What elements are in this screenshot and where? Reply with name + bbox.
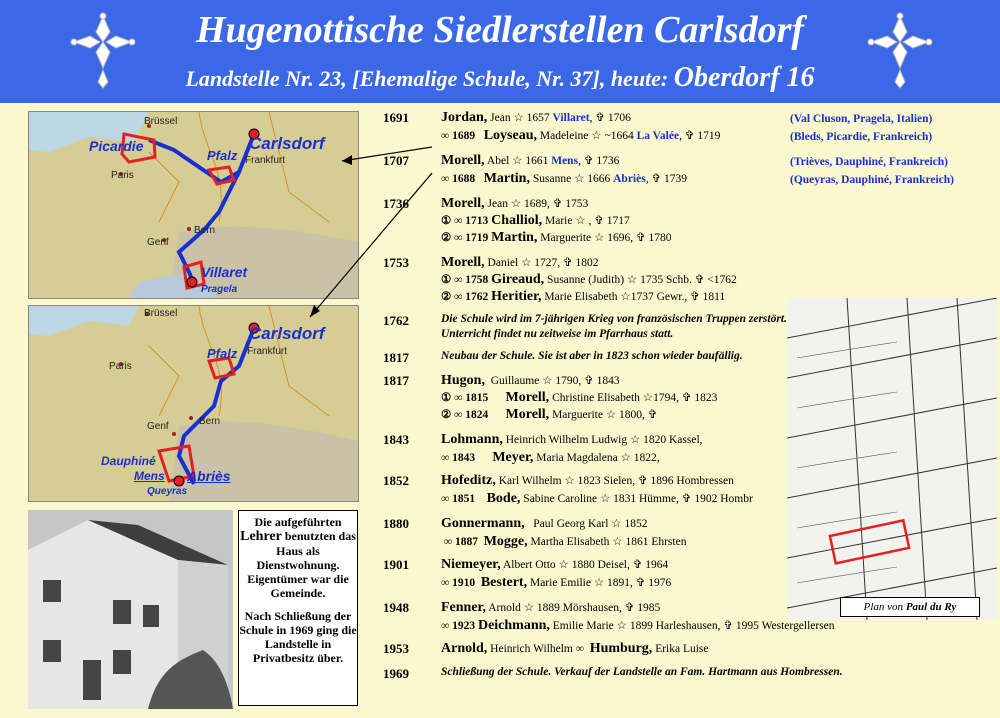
map-label-paris: Paris [109, 361, 132, 372]
map-label-genf: Genf [147, 421, 169, 432]
historic-plan-image [787, 298, 997, 620]
map-label-abries: Abriès [187, 468, 231, 484]
map-label-dauphine: Dauphiné [101, 454, 156, 468]
origin-martin: (Queyras, Dauphiné, Frankreich) [790, 174, 954, 186]
map-label-frankfurt: Frankfurt [247, 346, 288, 357]
map-label-pfalz: Pfalz [207, 346, 238, 361]
map-label-carlsdorf: Carlsdorf [249, 324, 325, 343]
map-label-bern: Bern [199, 416, 221, 427]
migration-map-2 [28, 305, 359, 502]
map-label-villaret: Villaret [201, 264, 248, 280]
info-note: Die aufgeführten Lehrer benutzten das Haus als Dienstwohnung. Eigentümer war die Gemeinde. Nach Schließung der Schule in 1969 ging die Landstelle in Privatbesitz über. [238, 510, 358, 706]
origin-morell: (Trièves, Dauphiné, Frankreich) [790, 156, 949, 168]
map-label-bern: Bern [194, 225, 216, 236]
map-label-carlsdorf: Carlsdorf [249, 134, 325, 153]
page-title: Hugenottische Siedlerstellen Carlsdorf [195, 9, 805, 51]
huguenot-cross-icon [865, 12, 935, 90]
map-label-picardie: Picardie [89, 138, 144, 154]
map-label-frankfurt: Frankfurt [245, 155, 286, 166]
map-label-brussel: Brüssel [144, 116, 178, 127]
map-label-queyras: Queyras [147, 486, 188, 497]
map-label-pragela: Pragela [201, 284, 238, 295]
house-photo [28, 510, 233, 709]
map-label-mens: Mens [134, 469, 165, 483]
pointer-arrows [300, 145, 440, 325]
origin-jordan: (Val Cluson, Pragela, Italien) [790, 113, 933, 125]
map-label-genf: Genf [147, 237, 169, 248]
page-subtitle: Landstelle Nr. 23, [Ehemalige Schule, Nr. 37], heute: Oberdorf 16 [185, 62, 815, 93]
origin-loyseau: (Bleds, Picardie, Frankreich) [790, 131, 933, 143]
map-label-brussel: Brüssel [144, 308, 178, 319]
plan-caption: Plan von Paul du Ry [840, 597, 980, 617]
map-label-paris: Paris [111, 170, 134, 181]
header-banner [0, 0, 1000, 103]
map-label-pfalz: Pfalz [207, 148, 238, 163]
